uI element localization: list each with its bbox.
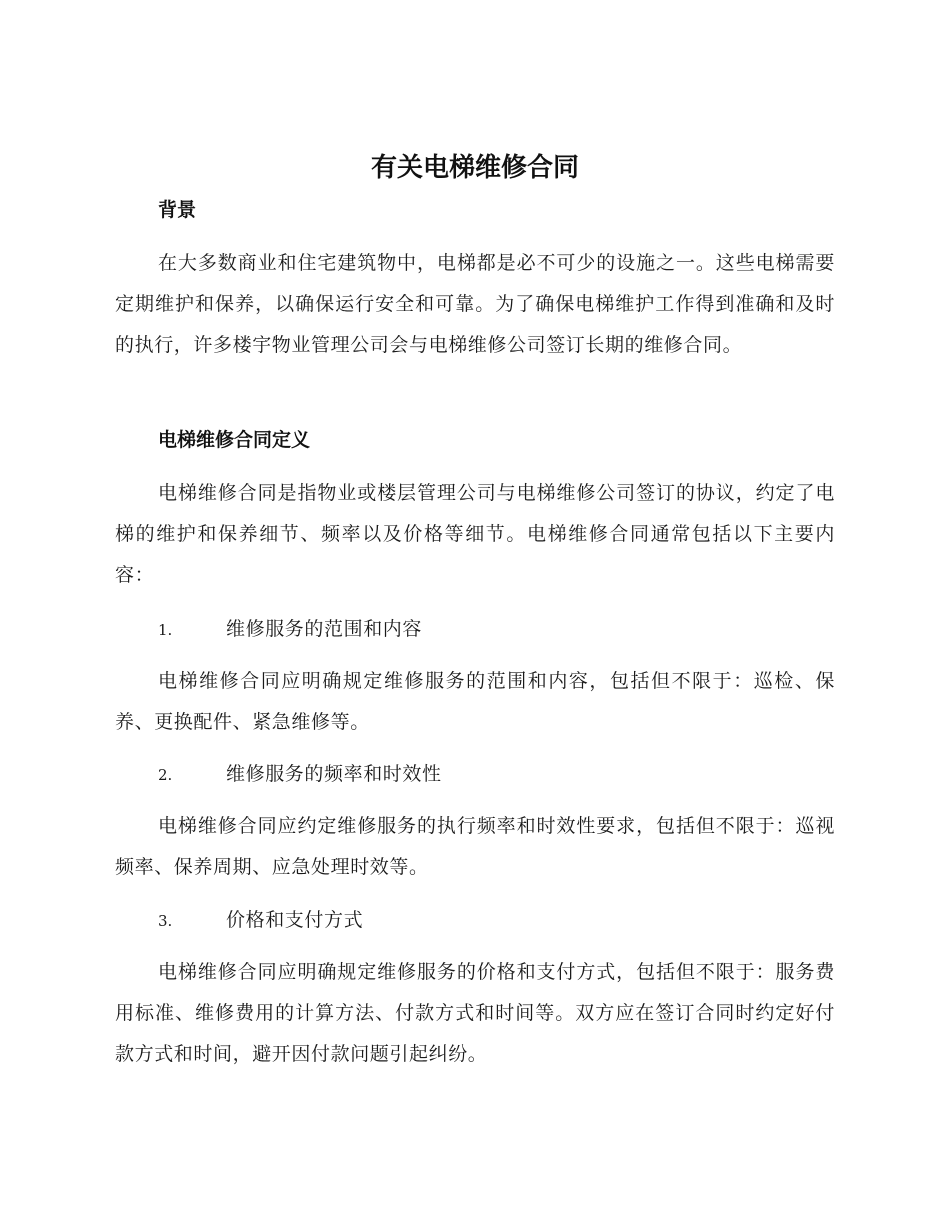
list-item-title: 价格和支付方式 xyxy=(226,909,364,931)
list-item-number: 2. xyxy=(158,766,173,784)
paragraph-item-2: 电梯维修合同应约定维修服务的执行频率和时效性要求，包括但不限于：巡视频率、保养周期、应急处理时效等。 xyxy=(115,815,835,878)
paragraph-background: 在大多数商业和住宅建筑物中，电梯都是必不可少的设施之一。这些电梯需要定期维护和保养，以确保运行安全和可靠。为了确保电梯维护工作得到准确和及时的执行，许多楼宇物业管理公司会与电梯维修公司签订长期的维修合同。 xyxy=(115,252,835,356)
list-item-number: 3. xyxy=(158,912,173,930)
section-heading-definition: 电梯维修合同定义 xyxy=(158,429,311,451)
list-item-2 xyxy=(158,759,442,790)
paragraph-definition: 电梯维修合同是指物业或楼层管理公司与电梯维修公司签订的协议，约定了电梯的维护和保养细节、频率以及价格等细节。电梯维修合同通常包括以下主要内容： xyxy=(115,482,835,586)
paragraph-item-3: 电梯维修合同应明确规定维修服务的价格和支付方式，包括但不限于：服务费用标准、维修费用的计算方法、付款方式和时间等。双方应在签订合同时约定好付款方式和时间，避开因付款问题引起纠纷。 xyxy=(115,961,835,1065)
list-item-number: 1. xyxy=(158,621,173,639)
document-title: 有关电梯维修合同 xyxy=(370,153,579,183)
section-heading-background: 背景 xyxy=(158,199,197,221)
list-item-3 xyxy=(158,905,363,936)
list-item-title: 维修服务的范围和内容 xyxy=(226,618,423,640)
list-item-1 xyxy=(158,614,422,645)
paragraph-item-1: 电梯维修合同应明确规定维修服务的范围和内容，包括但不限于：巡检、保养、更换配件、紧急维修等。 xyxy=(115,670,835,733)
list-item-title: 维修服务的频率和时效性 xyxy=(226,763,442,785)
